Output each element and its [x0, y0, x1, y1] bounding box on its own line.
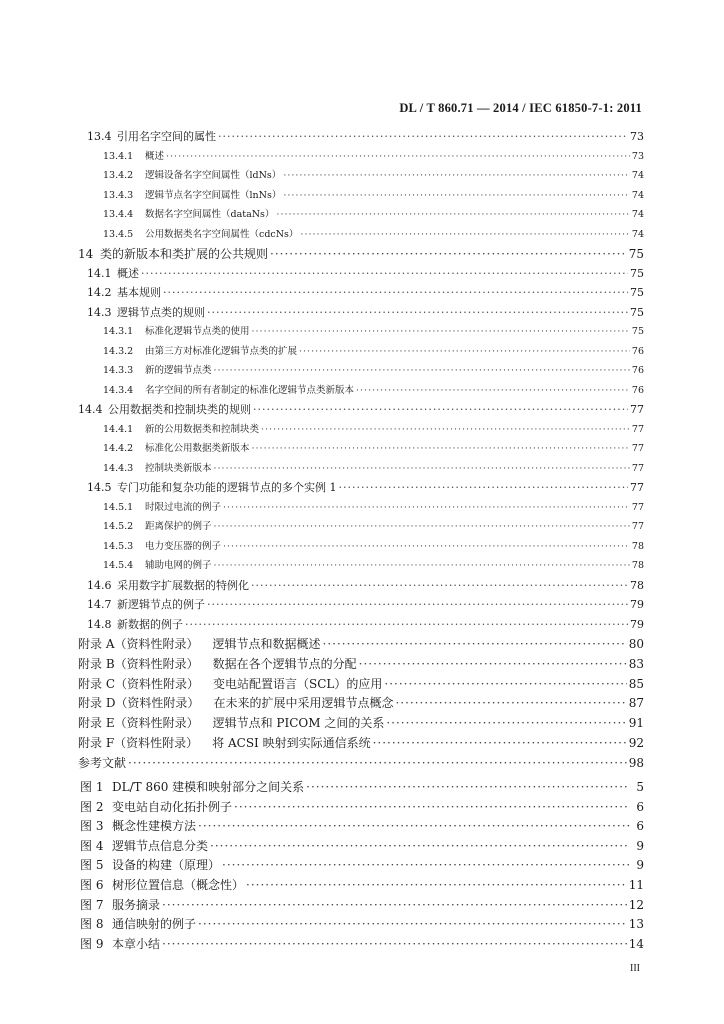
entry-page: 75 — [630, 266, 644, 280]
entry-page: 75 — [630, 305, 644, 319]
entry-title: 概述 — [145, 150, 165, 162]
entry-page: 75 — [628, 247, 644, 261]
entry-page: 92 — [628, 736, 644, 750]
toc-entry — [103, 440, 644, 454]
entry-page: 85 — [628, 676, 644, 691]
entry-page: 78 — [631, 540, 644, 552]
entry-title: 在未来的扩展中采用逻辑节点概念 — [213, 696, 394, 711]
leader-dots — [299, 346, 630, 357]
toc-entry — [103, 187, 644, 201]
leader-dots — [198, 819, 630, 833]
leader-dots — [306, 780, 630, 794]
figure-entry — [80, 915, 644, 932]
toc-entry — [103, 226, 644, 240]
entry-page: 73 — [631, 150, 644, 162]
entry-page: 83 — [628, 656, 644, 671]
entry-number: 13.4.5 — [103, 228, 134, 240]
entry-number: 14.4.1 — [103, 423, 134, 435]
entry-page: 77 — [631, 462, 644, 474]
entry-title: 标准化公用数据类新版本 — [145, 443, 250, 454]
entry-page: 75 — [630, 286, 644, 299]
entry-title: 引用名字空间的属性 — [117, 130, 216, 143]
entry-title: 逻辑设备名字空间属性（ldNs） — [145, 170, 282, 181]
leader-dots — [214, 463, 630, 474]
entry-title: 专门功能和复杂功能的逻辑节点的多个实例 1 — [117, 481, 337, 494]
entry-page: 77 — [631, 501, 644, 513]
entry-number: 附录 A（资料性附录） — [78, 637, 199, 651]
leader-dots — [283, 170, 630, 181]
toc-entry — [87, 284, 644, 300]
leader-dots — [339, 481, 629, 494]
figure-entry — [80, 896, 644, 913]
entry-title: 新逻辑节点的例子 — [117, 598, 205, 611]
entry-page: 77 — [631, 443, 644, 454]
entry-page: 74 — [631, 189, 644, 201]
entry-title: 服务摘录 — [112, 897, 161, 912]
leader-dots — [207, 306, 628, 319]
entry-page: 77 — [630, 481, 644, 494]
leader-dots — [222, 858, 630, 872]
entry-number: 13.4.1 — [103, 150, 134, 162]
entry-number: 14.6 — [87, 578, 112, 592]
entry-number: 14.5.4 — [103, 560, 134, 571]
entry-page: 78 — [631, 560, 644, 571]
entry-page: 87 — [628, 696, 644, 711]
entry-number: 附录 F（资料性附录） — [78, 736, 199, 750]
toc-entry — [78, 754, 644, 771]
entry-number: 14.5.1 — [103, 501, 134, 513]
entry-page: 14 — [628, 936, 644, 951]
leader-dots — [323, 637, 627, 651]
toc-entry — [87, 479, 644, 495]
entry-title: 本章小结 — [112, 936, 161, 951]
leader-dots — [356, 385, 630, 396]
entry-number: 14.8 — [87, 617, 112, 631]
entry-title: 将 ACSI 映射到实际通信系统 — [212, 736, 371, 750]
entry-number: 14.2 — [87, 286, 112, 299]
toc-entry — [103, 167, 644, 181]
toc-entry — [87, 616, 644, 632]
entry-title: 通信映射的例子 — [112, 917, 197, 932]
entry-title: 公用数据类和控制块类的规则 — [108, 403, 251, 416]
figure-entry — [80, 935, 644, 952]
entry-number: 14.3.3 — [103, 365, 134, 376]
entry-title: 标准化逻辑节点类的使用 — [145, 326, 250, 337]
leader-dots — [141, 267, 628, 280]
entry-title: 时限过电流的例子 — [145, 501, 222, 513]
toc-entry — [78, 245, 644, 262]
leader-dots — [251, 579, 628, 592]
entry-title: 公用数据类名字空间属性（cdcNs） — [145, 228, 299, 240]
entry-number: 图 1 — [80, 780, 104, 794]
toc-entry — [87, 596, 644, 612]
entry-title: 概述 — [117, 266, 139, 280]
entry-page: 74 — [631, 228, 644, 240]
entry-title: 新的公用数据类和控制块类 — [145, 423, 260, 435]
entry-number: 图 9 — [80, 936, 104, 951]
leader-dots — [234, 800, 630, 814]
entry-number: 图 6 — [80, 878, 104, 892]
entry-title: 参考文献 — [78, 755, 127, 770]
entry-title: 辅助电网的例子 — [145, 560, 212, 571]
leader-dots — [207, 598, 628, 611]
entry-page: 77 — [630, 403, 644, 416]
entry-number: 14.4.2 — [103, 443, 134, 454]
entry-page: 76 — [631, 365, 644, 376]
entry-number: 图 2 — [80, 799, 104, 814]
toc-entry — [78, 401, 644, 417]
leader-dots — [300, 229, 629, 240]
entry-page: 91 — [628, 716, 644, 731]
entry-number: 14.4.3 — [103, 462, 134, 474]
leader-dots — [162, 898, 627, 912]
entry-page: 74 — [631, 170, 644, 181]
entry-page: 9 — [636, 858, 644, 873]
entry-page: 13 — [628, 917, 644, 932]
entry-page: 5 — [636, 780, 644, 794]
leader-dots — [270, 247, 627, 261]
leader-dots — [162, 937, 627, 951]
leader-dots — [218, 130, 628, 143]
entry-number: 14.5.2 — [103, 521, 134, 532]
toc-entry — [78, 655, 644, 672]
entry-page: 77 — [631, 423, 644, 435]
leader-dots — [261, 424, 630, 435]
entry-title: 逻辑节点名字空间属性（lnNs） — [145, 189, 282, 201]
entry-number: 图 8 — [80, 917, 104, 932]
leader-dots — [246, 878, 627, 892]
leader-dots — [214, 365, 630, 376]
entry-page: 75 — [631, 326, 644, 337]
toc-entry — [87, 265, 644, 281]
entry-page: 6 — [636, 799, 644, 814]
entry-number: 14.5.3 — [103, 540, 134, 552]
entry-title: 树形位置信息（概念性） — [112, 878, 245, 892]
leader-dots — [252, 326, 630, 337]
leader-dots — [283, 190, 630, 201]
toc-entry — [103, 557, 644, 571]
entry-page: 98 — [628, 755, 644, 770]
leader-dots — [128, 756, 627, 770]
toc-entry — [103, 518, 644, 532]
toc-entry — [87, 577, 644, 593]
toc-entry — [78, 734, 644, 751]
figure-entry — [80, 798, 644, 815]
leader-dots — [214, 521, 630, 532]
leader-dots — [223, 502, 630, 513]
entry-page: 73 — [630, 130, 644, 143]
entry-number: 14.3 — [87, 305, 112, 319]
document-header: DL / T 860.71 — 2014 / IEC 61850-7-1: 2011 — [399, 101, 642, 115]
entry-number: 13.4.3 — [103, 189, 134, 201]
leader-dots — [276, 209, 629, 220]
leader-dots — [359, 657, 627, 671]
entry-page: 74 — [631, 209, 644, 220]
entry-number: 13.4 — [87, 130, 112, 143]
entry-title: 名字空间的所有者制定的标准化逻辑节点类新版本 — [145, 384, 355, 396]
toc-entry — [103, 538, 644, 552]
figure-entry — [80, 778, 644, 795]
figure-entry — [80, 837, 644, 854]
entry-number: 图 7 — [80, 897, 104, 912]
page-number: III — [630, 963, 640, 974]
entry-number: 14.3.2 — [103, 345, 134, 357]
leader-dots — [185, 618, 628, 631]
figure-entry — [80, 876, 644, 893]
entry-number: 14.5 — [87, 481, 112, 494]
toc-entry — [103, 343, 644, 357]
entry-page: 12 — [628, 897, 644, 912]
entry-title: 电力变压器的例子 — [145, 540, 222, 552]
entry-page: 80 — [628, 637, 644, 651]
entry-title: 变电站配置语言（SCL）的应用 — [213, 676, 383, 691]
toc-entry — [87, 128, 644, 144]
entry-title: 概念性建模方法 — [112, 819, 197, 834]
entry-page: 79 — [630, 617, 644, 631]
entry-number: 13.4.4 — [103, 209, 134, 220]
entry-title: 逻辑节点类的规则 — [117, 305, 205, 319]
toc-entry — [103, 460, 644, 474]
entry-page: 77 — [631, 521, 644, 532]
entry-title: 设备的构建（原理） — [112, 858, 221, 873]
entry-title: 逻辑节点和数据概述 — [212, 637, 321, 651]
entry-number: 14.3.4 — [103, 384, 134, 396]
toc-entry — [103, 148, 644, 162]
toc-entry — [78, 694, 644, 711]
figure-entry — [80, 817, 644, 834]
leader-dots — [252, 443, 630, 454]
toc-entry — [103, 382, 644, 396]
entry-title: 新数据的例子 — [117, 617, 183, 631]
entry-number: 13.4.2 — [103, 170, 134, 181]
entry-number: 附录 B（资料性附录） — [78, 656, 199, 671]
entry-number: 附录 D（资料性附录） — [78, 696, 200, 711]
entry-number: 14.3.1 — [103, 326, 134, 337]
entry-title: 逻辑节点信息分类 — [112, 838, 209, 853]
entry-number: 图 4 — [80, 838, 104, 853]
toc-entry — [78, 714, 644, 731]
entry-title: 新的逻辑节点类 — [145, 365, 212, 376]
entry-title: 数据在各个逻辑节点的分配 — [212, 656, 357, 671]
leader-dots — [373, 736, 627, 750]
toc-entry — [103, 499, 644, 513]
entry-page: 78 — [630, 578, 644, 592]
leader-dots — [395, 696, 626, 710]
entry-number: 14.7 — [87, 598, 112, 611]
toc-entry — [103, 362, 644, 376]
leader-dots — [386, 716, 626, 730]
leader-dots — [163, 286, 628, 299]
leader-dots — [166, 151, 630, 162]
entry-title: 采用数字扩展数据的特例化 — [117, 578, 249, 592]
entry-number: 图 5 — [80, 858, 104, 873]
leader-dots — [384, 677, 626, 691]
leader-dots — [223, 541, 630, 552]
entry-page: 79 — [630, 598, 644, 611]
entry-title: 数据名字空间属性（dataNs） — [145, 209, 275, 220]
entry-number: 附录 E（资料性附录） — [78, 716, 199, 731]
toc-entry — [78, 675, 644, 692]
entry-title: 逻辑节点和 PICOM 之间的关系 — [212, 716, 385, 731]
toc-entry — [78, 635, 644, 652]
entry-page: 76 — [631, 345, 644, 357]
leader-dots — [214, 560, 630, 571]
entry-title: 变电站自动化拓扑例子 — [112, 799, 233, 814]
entry-number: 图 3 — [80, 819, 104, 834]
entry-number: 14 — [78, 247, 94, 261]
toc-entry — [87, 304, 644, 320]
entry-number: 附录 C（资料性附录） — [78, 676, 199, 691]
entry-page: 11 — [628, 878, 644, 892]
entry-page: 76 — [631, 384, 644, 396]
leader-dots — [198, 917, 627, 931]
entry-page: 9 — [636, 838, 644, 853]
leader-dots — [253, 403, 628, 416]
entry-number: 14.4 — [78, 403, 103, 416]
toc-entry — [103, 206, 644, 220]
toc-entry — [103, 421, 644, 435]
entry-title: 基本规则 — [117, 286, 161, 299]
entry-page: 6 — [636, 819, 644, 834]
toc-entry — [103, 323, 644, 337]
entry-number: 14.1 — [87, 266, 112, 280]
entry-title: 控制块类新版本 — [145, 462, 212, 474]
entry-title: DL/T 860 建模和映射部分之间关系 — [112, 780, 305, 794]
entry-title: 类的新版本和类扩展的公共规则 — [100, 247, 269, 261]
entry-title: 距离保护的例子 — [145, 521, 212, 532]
entry-title: 由第三方对标准化逻辑节点类的扩展 — [145, 345, 298, 357]
figure-entry — [80, 856, 644, 873]
leader-dots — [210, 839, 630, 853]
